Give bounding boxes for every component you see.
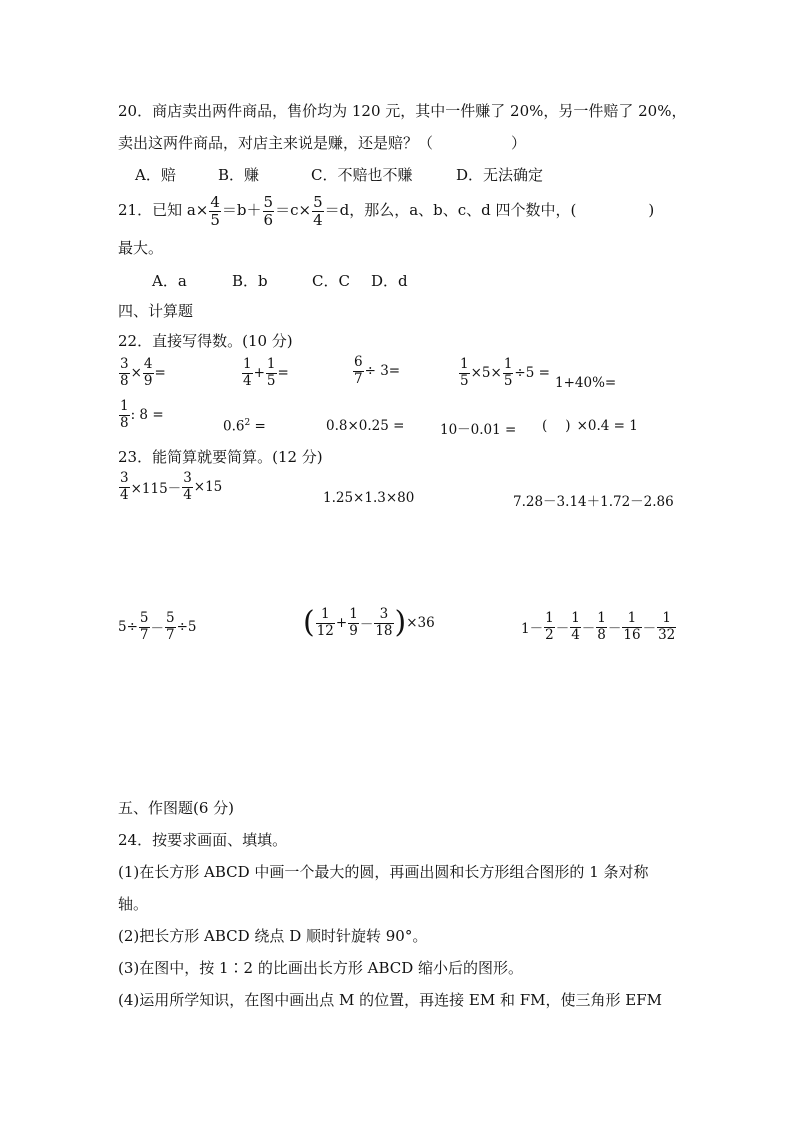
fraction: $\frac{5}{6}$ <box>263 192 274 229</box>
q20-line2-end: ） <box>511 134 527 152</box>
q24-part-2: (2)把长方形 ABCD 绕点 D 顺时针旋转 90°。 <box>118 927 428 945</box>
q20-option-a: A．赔 <box>135 166 176 184</box>
q22-expr-6: $\frac{1}{8}$ : 8 = <box>120 398 164 431</box>
q23-expr-6: 1－ $\frac{1}{2}$ － $\frac{1}{4}$ － $\frac{1}{8}$ － $\frac{1}{16}$ － $\frac{1}{32}$ <box>521 610 676 643</box>
q22-expr-4: $\frac{1}{5}$ ×5× $\frac{1}{5}$ ÷5 = <box>460 356 550 389</box>
q23-expr-3: 7.28－3.14＋1.72－2.86 <box>513 494 674 510</box>
q22-expr-8: 0.8×0.25 = <box>326 418 405 434</box>
q20-line2-text: 卖出这两件商品，对店主来说是赚，还是赔？（ <box>118 134 434 152</box>
q21-prefix: 21．已知 a× <box>118 201 209 219</box>
q20-line2 <box>118 132 526 154</box>
fraction: $\frac{4}{5}$ <box>210 192 220 229</box>
q20-line1: 20．商店卖出两件商品，售价均为 120 元，其中一件赚了 20%，另一件赔了 20%， <box>118 102 687 120</box>
fraction: $\frac{5}{4}$ <box>313 192 323 229</box>
q21-line1 <box>118 194 654 228</box>
q21-line2: 最大。 <box>118 239 164 257</box>
q21-option-a: A．a <box>152 272 187 290</box>
q22-expr-9: 10－0.01 = <box>440 422 517 438</box>
q21-mid2: ＝c× <box>275 201 312 219</box>
q23-expr-2: 1.25×1.3×80 <box>323 490 415 506</box>
q24-part-1a: (1)在长方形 ABCD 中画一个最大的圆，再画出圆和长方形组合图形的 1 条对称 <box>118 863 649 881</box>
q24-part-1b: 轴。 <box>118 895 149 913</box>
q20-option-b: B．赚 <box>218 166 260 184</box>
q24-part-4: (4)运用所学知识，在图中画出点 M 的位置，再连接 EM 和 FM，使三角形 EFM <box>118 991 663 1009</box>
q23-expr-1: $\frac{3}{4}$ ×115－ $\frac{3}{4}$ ×15 <box>120 470 223 503</box>
q20-option-c: C．不赔也不赚 <box>311 166 413 184</box>
q21-mid1: ＝b＋ <box>221 201 262 219</box>
section-heading: 四、计算题 <box>118 302 194 320</box>
q23-expr-4: 5÷ $\frac{5}{7}$ － $\frac{5}{7}$ ÷5 <box>118 610 197 643</box>
q21-suffix: ＝d，那么，a、b、c、d 四个数中，( <box>324 201 577 219</box>
q23-title: 23．能简算就要简算。(12 分) <box>118 448 323 466</box>
q21-suffix-end: ) <box>648 201 655 219</box>
q22-expr-5: 1+40%= <box>555 375 617 391</box>
q23-expr-5: ( $\frac{1}{12}$ + $\frac{1}{9}$ － $\frac{3}{18}$ )×36 <box>303 605 435 640</box>
q20-option-d: D．无法确定 <box>456 166 544 184</box>
q24-title: 24．按要求画面、填填。 <box>118 831 288 849</box>
q22-title: 22．直接写得数。(10 分) <box>118 332 293 350</box>
q21-option-b: B．b <box>232 272 268 290</box>
section-heading: 五、作图题(6 分) <box>118 799 235 817</box>
q24-part-3: (3)在图中，按 1∶2 的比画出长方形 ABCD 缩小后的图形。 <box>118 959 524 977</box>
q21-option-d: D．d <box>371 272 408 290</box>
q22-expr-1: $\frac{3}{8}$ × $\frac{4}{9}$ = <box>120 356 166 389</box>
q22-expr-7: $0.6^2$ = <box>223 418 266 435</box>
q22-expr-2: $\frac{1}{4}$ + $\frac{1}{5}$ = <box>243 356 289 389</box>
q22-expr-3: $\frac{6}{7}$ ÷ 3= <box>354 354 401 387</box>
q21-option-c: C．C <box>312 272 350 290</box>
q22-expr-10: ( ) ×0.4 = 1 <box>542 418 638 434</box>
